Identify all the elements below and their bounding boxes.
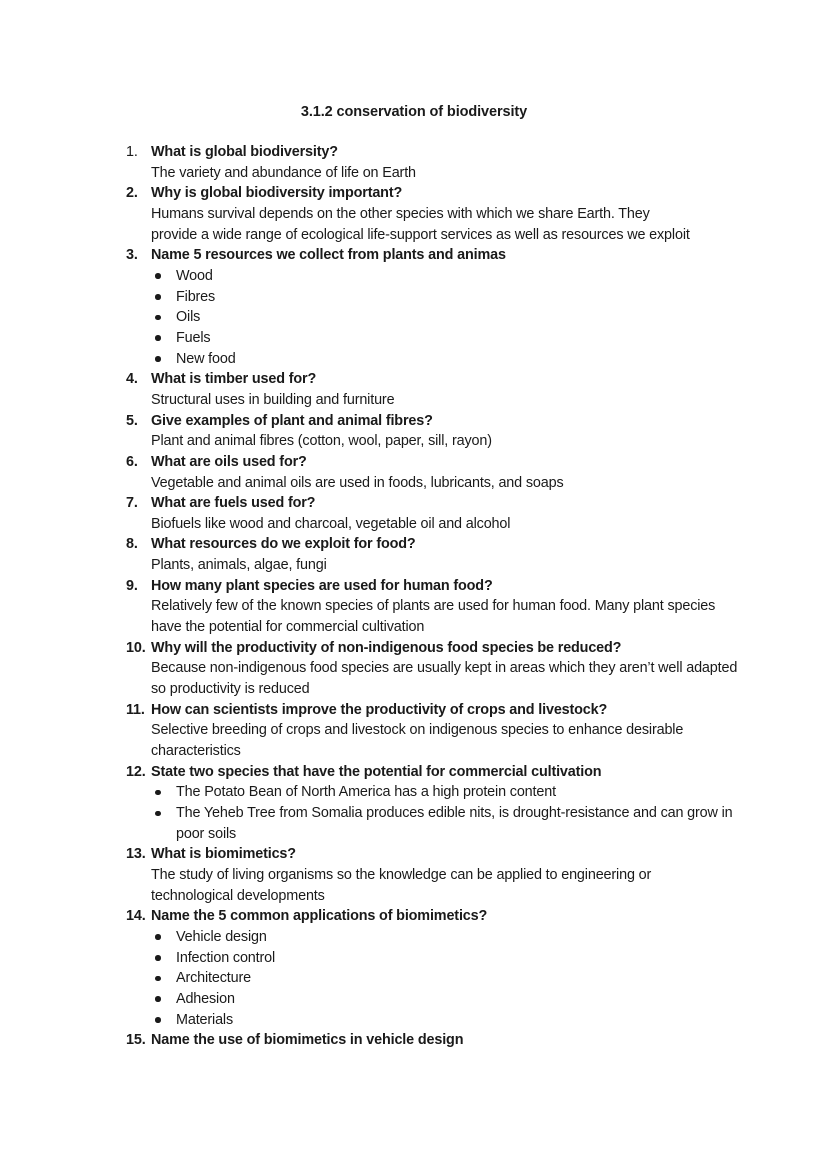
question-text: Name 5 resources we collect from plants and animas [151,247,506,264]
question-text: Name the 5 common applications of biomimetics? [151,908,488,925]
question-number: 13. [126,846,146,863]
question-heading [126,638,746,659]
bullet-icon [155,811,161,817]
bullet-item: Oils [126,307,746,328]
bullet-list [126,782,746,844]
question-item-11 [126,700,746,762]
question-heading [126,142,746,163]
question-number: 1. [126,144,138,160]
question-number: 11. [126,701,145,718]
question-item-2 [126,183,746,245]
question-text: What are oils used for? [151,453,307,470]
question-item-8 [126,534,746,575]
question-heading [126,452,746,473]
question-text: Why is global biodiversity important? [151,185,403,202]
question-item-14 [126,906,746,1030]
question-heading [126,576,746,597]
bullet-item: Adhesion [126,989,746,1010]
question-number: 7. [126,495,138,512]
question-item-4 [126,369,746,410]
question-text: Give examples of plant and animal fibres? [151,412,433,429]
question-number: 9. [126,577,138,594]
question-number: 15. [126,1032,146,1049]
bullet-item: Wood [126,266,746,287]
bullet-item: The Potato Bean of North America has a high protein content [126,782,746,803]
question-heading [126,700,746,721]
bullet-list [126,927,746,1030]
question-number: 5. [126,412,138,429]
bullet-icon [155,315,161,321]
bullet-icon [155,356,161,362]
question-text: What are fuels used for? [151,495,316,512]
question-heading [126,493,746,514]
question-heading [126,844,746,865]
bullet-item: Infection control [126,948,746,969]
answer-text: The study of living organisms so the knowledge can be applied to engineering or technological developments [151,866,652,904]
bullet-item: Materials [126,1010,746,1031]
answer-text: The variety and abundance of life on Earth [151,164,416,181]
question-heading [126,534,746,555]
bullet-list [126,266,746,369]
question-number: 4. [126,371,138,388]
answer-text: Vegetable and animal oils are used in foods, lubricants, and soaps [151,474,564,491]
bullet-icon [155,294,161,300]
bullet-icon [155,955,161,961]
question-number: 3. [126,247,138,264]
question-number: 6. [126,453,138,470]
bullet-item: Fuels [126,328,746,349]
answer-text: Relatively few of the known species of plants are used for human food. Many plant species have the potential for commercial cultivation [151,598,716,636]
question-heading [126,411,746,432]
question-number: 2. [126,185,138,202]
bullet-icon [155,1017,161,1023]
bullet-icon [155,335,161,341]
question-item-10 [126,638,746,700]
question-item-3 [126,245,746,369]
question-text: How can scientists improve the productivity of crops and livestock? [151,701,608,718]
question-text: Why will the productivity of non-indigenous food species be reduced? [151,639,622,656]
question-number: 14. [126,908,146,925]
question-number: 10. [126,639,146,656]
bullet-item: Fibres [126,287,746,308]
bullet-icon [155,976,161,982]
bullet-item: Vehicle design [126,927,746,948]
answer-text: Selective breeding of crops and livestock on indigenous species to enhance desirable characteristics [151,722,684,760]
question-number: 12. [126,763,146,780]
question-item-13 [126,844,746,906]
question-heading [126,1030,746,1051]
question-item-1 [126,142,746,183]
question-text: What is timber used for? [151,371,317,388]
question-text: How many plant species are used for human food? [151,577,493,594]
bullet-item: The Yeheb Tree from Somalia produces edible nits, is drought-resistance and can grow in poor soils [126,803,746,844]
bullet-icon [155,996,161,1002]
answer-text: Because non-indigenous food species are usually kept in areas which they aren’t well adapted so productivity is reduced [151,660,738,698]
question-heading [126,245,746,266]
question-item-12 [126,762,746,845]
question-item-15 [126,1030,746,1051]
bullet-icon [155,790,161,796]
bullet-item: Architecture [126,968,746,989]
question-text: What resources do we exploit for food? [151,536,416,553]
question-item-5 [126,411,746,452]
question-text: What is biomimetics? [151,846,296,863]
question-item-6 [126,452,746,493]
answer-text: Humans survival depends on the other species with which we share Earth. They provide a wide range of ecological life-support services as well as resources we exploit [151,205,690,243]
question-list [126,142,746,1051]
bullet-icon [155,934,161,940]
bullet-item: New food [126,349,746,370]
question-item-7 [126,493,746,534]
question-heading [126,762,746,783]
bullet-icon [155,273,161,279]
question-number: 8. [126,536,138,553]
question-text: State two species that have the potential for commercial cultivation [151,763,602,780]
question-item-9 [126,576,746,638]
answer-text: Plants, animals, algae, fungi [151,557,327,574]
question-text: Name the use of biomimetics in vehicle design [151,1032,464,1049]
answer-text: Structural uses in building and furniture [151,391,395,408]
page-title: 3.1.2 conservation of biodiversity [300,104,528,120]
question-heading [126,906,746,927]
question-heading [126,183,746,204]
question-text: What is global biodiversity? [151,144,338,160]
answer-text: Biofuels like wood and charcoal, vegetable oil and alcohol [151,515,511,532]
answer-text: Plant and animal fibres (cotton, wool, paper, sill, rayon) [151,433,492,450]
question-heading [126,369,746,390]
